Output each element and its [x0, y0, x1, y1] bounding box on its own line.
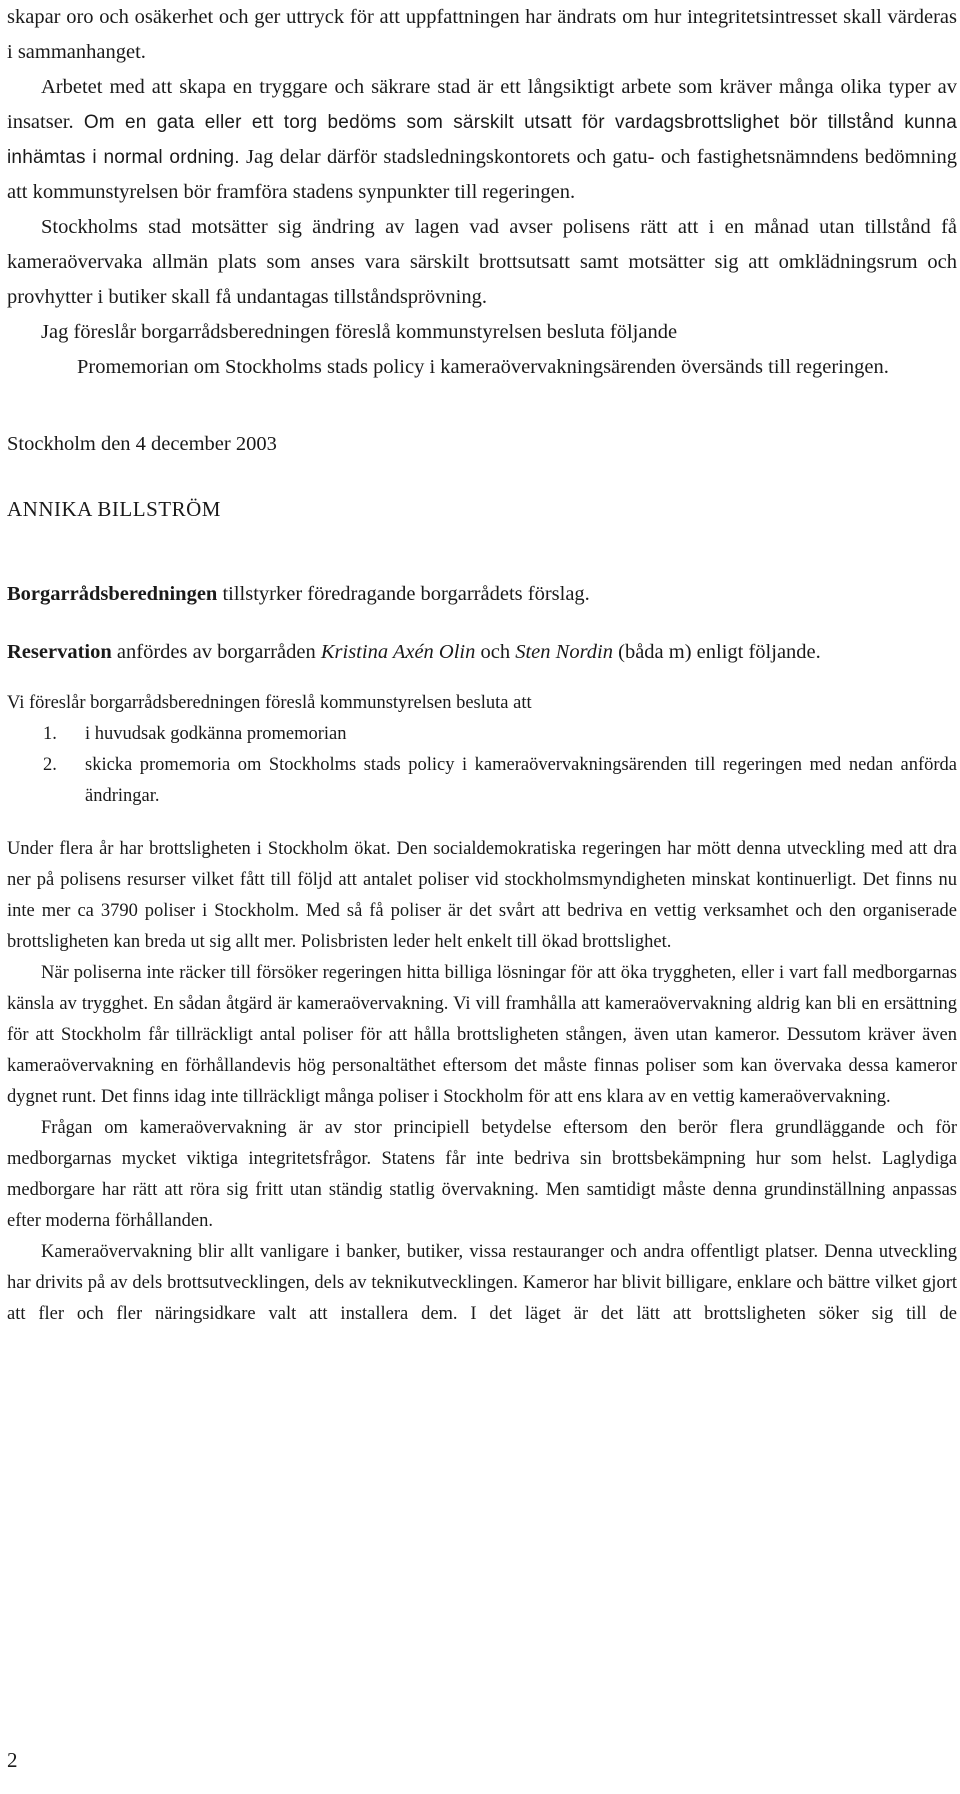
date-line-block	[7, 427, 957, 462]
list-text: i huvudsak godkänna promemorian	[85, 724, 347, 744]
reservation-name-2: Sten Nordin	[515, 641, 613, 663]
decision-rest: tillstyrker föredragande borgarrådets förslag.	[217, 583, 590, 605]
page-number: 2	[7, 1748, 18, 1772]
reservation-text-2: och	[475, 641, 516, 663]
body-paragraph-3: Frågan om kameraövervakning är av stor principiell betydelse eftersom den berör flera grundläggande och för medborgarnas mycket viktiga integritetsfrågor. Statens får inte bedriva sin brottsbekämpning hur som helst. Laglydiga medborgare har rätt att röra sig fritt utan ständig statlig övervakning. Men samtidigt måste denna grundinställning anpassas efter moderna förhållanden.	[7, 1118, 957, 1231]
reservation-name-1: Kristina Axén Olin	[320, 641, 476, 663]
reservation-bold: Reservation	[7, 641, 112, 663]
reservation-text-1: anfördes av borgarråden	[111, 641, 321, 663]
body-paragraph-2: När poliserna inte räcker till försöker regeringen hitta billiga lösningar för att öka tryggheten, eller i vart fall medborgarnas känsla av trygghet. En sådan åtgärd är kameraövervakning. Vi vill framhålla att kameraövervakning aldrig kan bli en ersättning för att Stockholm får tillräckligt antal poliser för att hålla brottsligheten stången, även utan kameror. Dessutom kräver även kameraövervakning en förhållandevis hög personaltäthet eftersom det måste finnas poliser som kan övervaka dessa kameror dygnet runt. Det finns idag inte tillräckligt många poliser i Stockholm för att ens klara av en vettig kameraövervakning.	[7, 963, 957, 1107]
decision-line	[7, 577, 957, 612]
signature-block	[7, 497, 957, 522]
body-section	[7, 834, 957, 1330]
paragraph-proposal-intro: Jag föreslår borgarrådsberedningen föreslå kommunstyrelsen besluta följande	[41, 321, 678, 343]
list-text: skicka promemoria om Stockholms stads policy i kameraövervakningsärenden till regeringen med nedan anförda ändringar.	[85, 755, 957, 806]
quoted-decision: Promemorian om Stockholms stads policy i kameraövervakningsärenden översänds till regeringen.	[77, 356, 889, 378]
proposal-list	[7, 719, 957, 812]
decision-bold: Borgarrådsberedningen	[7, 583, 218, 605]
list-item	[7, 719, 957, 750]
paragraph-stockholm-opposes: Stockholms stad motsätter sig ändring av lagen vad avser polisens rätt att i en månad utan tillstånd få kameraövervaka allmän plats som anses vara särskilt brottsutsatt samt motsätter sig att omklädningsrum och provhytter i butiker skall få undantagas tillståndsprövning.	[7, 216, 957, 308]
list-number: 1.	[43, 724, 57, 744]
decision-block	[7, 577, 957, 612]
paragraph-continuation: skapar oro och osäkerhet och ger uttryck för att uppfattningen har ändrats om hur integritetsintresset skall värderas i sammanhanget.	[7, 6, 957, 63]
text-agree: Jag delar därför stadsledningskontorets och gatu- och fastighetsnämndens bedömning att kommunstyrelsen bör framföra stadens synpunkter till regeringen.	[7, 146, 958, 203]
reservation-text-3: (båda m) enligt följande.	[613, 641, 821, 663]
proposal-intro: Vi föreslår borgarrådsberedningen föreslå kommunstyrelsen besluta att	[7, 693, 532, 713]
paragraph-safer-city	[7, 70, 957, 210]
body-paragraph-1: Under flera år har brottsligheten i Stockholm ökat. Den socialdemokratiska regeringen har mött denna utveckling med att dra ner på polisens resurser vilket fått till följd att antalet poliser vid stockholmsmyndigheten minskat kontinuerligt. Det finns nu inte mer ca 3790 poliser i Stockholm. Med så få poliser är det svårt att bedriva en vettig verksamhet och den organiserade brottsligheten kan breda ut sig allt mer. Polisbristen leder helt enkelt till ökad brottslighet.	[7, 839, 957, 952]
list-item	[7, 750, 957, 812]
body-paragraph-4: Kameraövervakning blir allt vanligare i banker, butiker, vissa restauranger och andra offentligt platser. Denna utveckling har drivits på av dels brottsutvecklingen, dels av teknikutvecklingen. Kameror har blivit billigare, enklare och bättre vilket gjort att fler och fler näringsidkare valt att installera dem. I det läget är det lätt att brottsligheten söker sig till de	[7, 1242, 957, 1324]
signature: ANNIKA BILLSTRÖM	[7, 497, 221, 521]
proposal-block	[7, 688, 957, 812]
reservation-line	[7, 635, 957, 670]
text-street-square: Om en gata eller ett torg bedöms som särskilt utsatt för vardagsbrottslighet bör tillstånd kunna inhämtas i normal ordning.	[7, 112, 957, 168]
text-safer-city: Arbetet med att skapa en tryggare och säkrare stad är ett långsiktigt arbete som kräver många olika typer av insatser.	[7, 76, 957, 133]
reservation-block	[7, 635, 957, 670]
list-number: 2.	[43, 755, 57, 775]
top-section	[7, 0, 957, 385]
date-line: Stockholm den 4 december 2003	[7, 433, 277, 455]
